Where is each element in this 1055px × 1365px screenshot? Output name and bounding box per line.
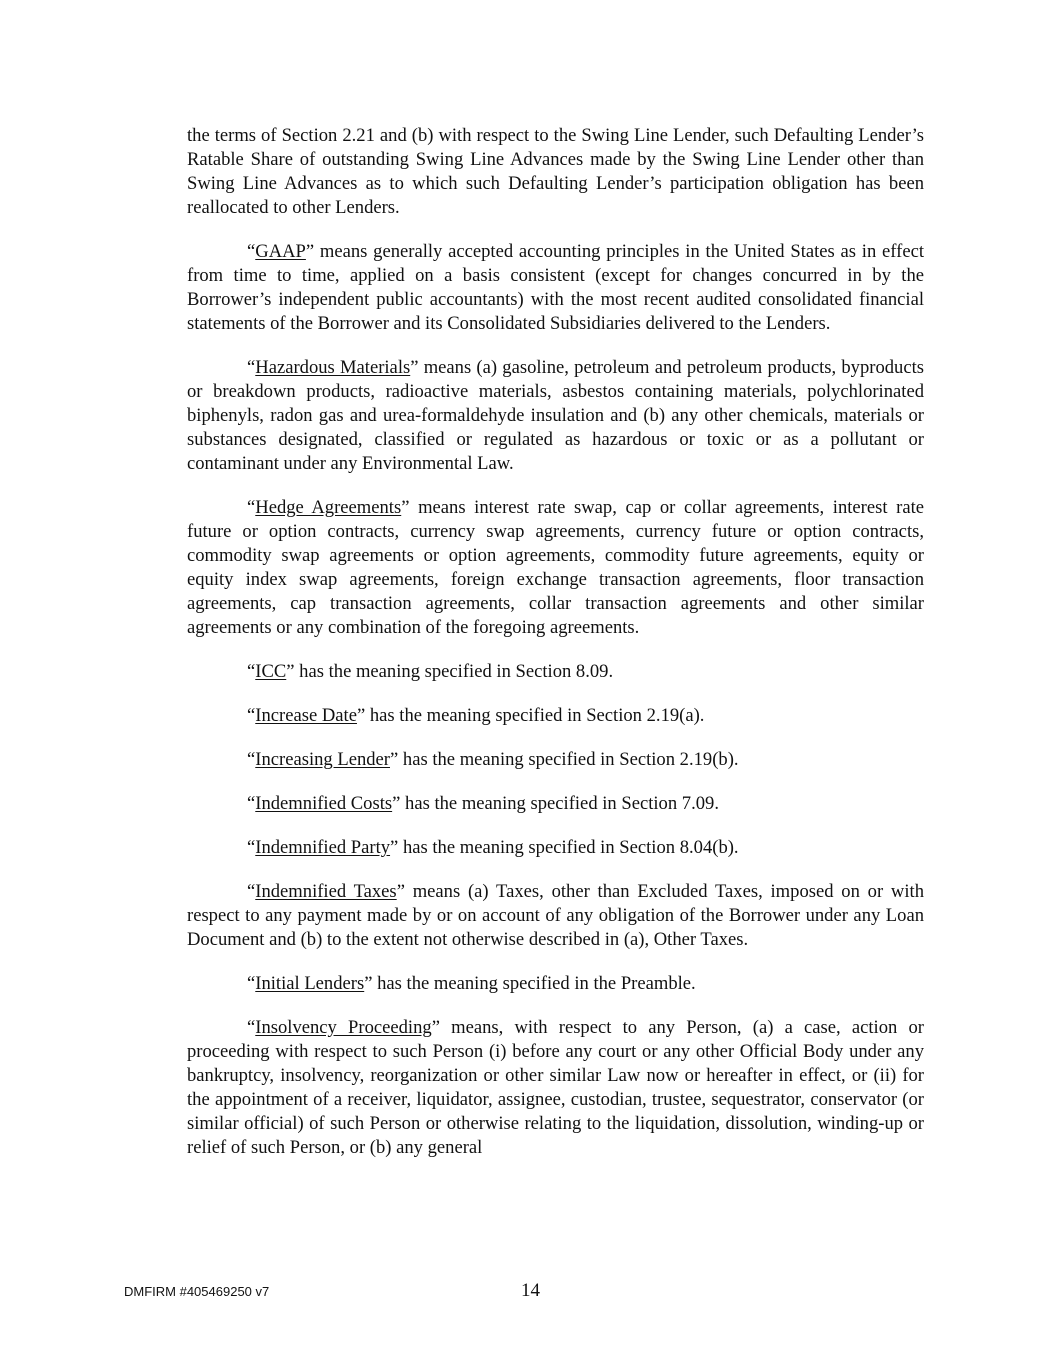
definition-paragraph (187, 1016, 924, 1160)
definition-text: ” has the meaning specified in Section 2.19(a). (356, 705, 705, 726)
definition-text: ” means interest rate swap, cap or collar agreements, interest rate future or option contracts, currency swap agreements, currency future or option contracts, commodity swap agreements or option agreements, commodity future agreements, equity or equity index swap agreements, foreign exchange transaction agreements, floor transaction agreements, cap transaction agreements, collar transaction agreements and other similar agreements or any combination of the foregoing agreements. (187, 497, 924, 638)
definition-text: “ (247, 793, 256, 814)
definition-paragraph (187, 356, 924, 476)
definition-text: ” means, with respect to any Person, (a) a case, action or proceeding with respect to such Person (i) before any court or any other Official Body under any bankruptcy, insolvency, reorganization or other similar Law now or hereafter in effect, or (ii) for the appointment of a receiver, liquidator, assignee, custodian, trustee, sequestrator, conservator (or similar official) of such Person or otherwise relating to the liquidation, dissolution, winding-up or relief of such Person, or (b) any general (187, 1017, 924, 1158)
definition-text: ” has the meaning specified in Section 8.09. (286, 661, 614, 682)
document-id: DMFIRM #405469250 v7 (124, 1284, 270, 1299)
definition-text: “ (247, 241, 256, 262)
defined-term: Hazardous Materials (255, 357, 411, 378)
definition-paragraph (187, 836, 924, 860)
definition-text: “ (247, 661, 256, 682)
definition-text: ” has the meaning specified in Section 7.09. (392, 793, 719, 814)
defined-term: GAAP (255, 241, 306, 262)
definition-text: “ (247, 1017, 256, 1038)
definition-paragraph (187, 704, 924, 728)
definition-paragraph (187, 124, 924, 220)
definition-text: ” means (a) gasoline, petroleum and petroleum products, byproducts or breakdown products, radioactive materials, asbestos containing materials, polychlorinated biphenyls, radon gas and urea-formaldehyde insulation and (b) any other chemicals, materials or substances designated, classified or regulated as hazardous or toxic or as a pollutant or contaminant under any Environmental Law. (187, 357, 924, 474)
definition-paragraph (187, 972, 924, 996)
page-number: 14 (521, 1280, 540, 1301)
defined-term: Indemnified Costs (255, 793, 393, 814)
definition-paragraph (187, 660, 924, 684)
definition-paragraph (187, 496, 924, 640)
definition-text: ” has the meaning specified in Section 2.19(b). (390, 749, 739, 770)
definition-paragraph (187, 880, 924, 952)
defined-term: Indemnified Party (255, 837, 391, 858)
definition-text: ” has the meaning specified in the Preamble. (364, 973, 696, 994)
definition-text: “ (247, 705, 256, 726)
definition-text: ” means (a) Taxes, other than Excluded Taxes, imposed on or with respect to any payment made by or on account of any obligation of the Borrower under any Loan Document and (b) to the extent not otherwise described in (a), Other Taxes. (187, 881, 924, 950)
defined-term: Insolvency Proceeding (255, 1017, 432, 1038)
definition-paragraph (187, 792, 924, 816)
definition-text: “ (247, 497, 256, 518)
definition-paragraph (187, 240, 924, 336)
defined-term: Initial Lenders (255, 973, 365, 994)
defined-term: Increasing Lender (255, 749, 390, 770)
defined-term: Increase Date (255, 705, 357, 726)
definition-text: “ (247, 749, 256, 770)
definition-text: “ (247, 837, 256, 858)
defined-term: Hedge Agreements (255, 497, 402, 518)
definition-paragraph (187, 748, 924, 772)
defined-term: ICC (255, 661, 287, 682)
document-body (187, 124, 924, 1180)
definition-text: “ (247, 973, 256, 994)
definition-text: ” has the meaning specified in Section 8.04(b). (390, 837, 739, 858)
definition-text: ” means generally accepted accounting principles in the United States as in effect from time to time, applied on a basis consistent (except for changes concurred in by the Borrower’s independent public accountants) with the most recent audited consolidated financial statements of the Borrower and its Consolidated Subsidiaries delivered to the Lenders. (187, 241, 924, 334)
definition-text: the terms of Section 2.21 and (b) with respect to the Swing Line Lender, such Defaulting Lender’s Ratable Share of outstanding Swing Line Advances made by the Swing Line Lender other than Swing Line Advances as to which such Defaulting Lender’s participation obligation has been reallocated to other Lenders. (187, 125, 924, 218)
defined-term: Indemnified Taxes (255, 881, 397, 902)
definition-text: “ (247, 881, 256, 902)
definition-text: “ (247, 357, 256, 378)
